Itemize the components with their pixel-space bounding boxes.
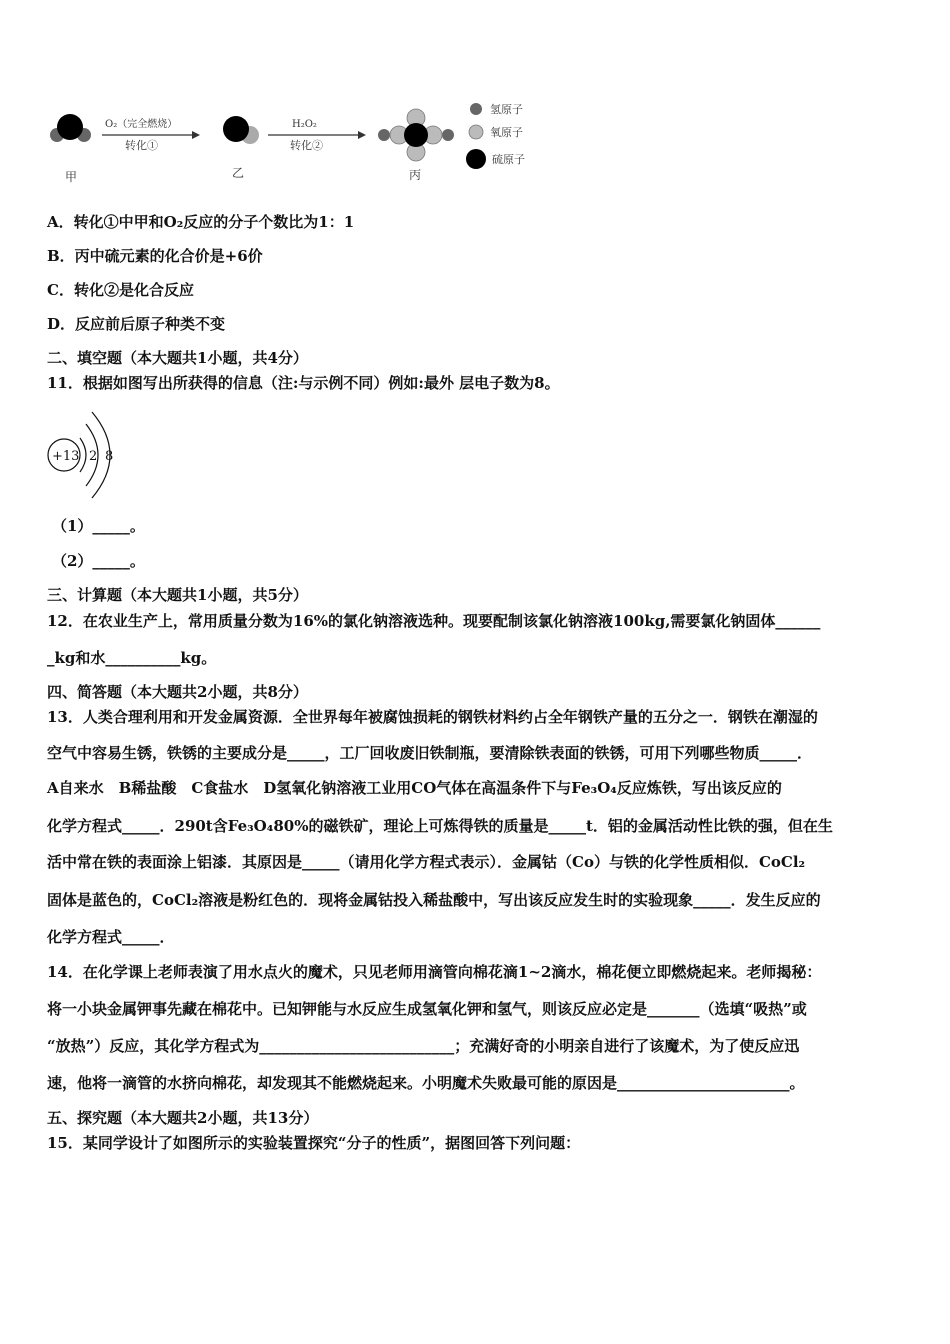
q10-option-c: C．转化②是化合反应 bbox=[47, 281, 194, 299]
q10-option-b: B．丙中硫元素的化合价是+6价 bbox=[47, 247, 263, 265]
question-15: 15．某同学设计了如图所示的实验装置探究“分子的性质”，据图回答下列问题： bbox=[47, 1134, 581, 1152]
legend-hydrogen: 氢原子 bbox=[490, 103, 523, 116]
atom-structure-diagram bbox=[44, 410, 134, 500]
q11-answer-2: （2）_____。 bbox=[52, 552, 145, 570]
question-13-line5: 活中常在铁的表面涂上铝漆．其原因是_____（请用化学方程式表示）．金属钴（Co）与铁的化学性质相似．CoCl₂ bbox=[47, 853, 806, 871]
shell-electrons-1: 2 bbox=[89, 449, 98, 464]
arrow2-bottom-label: 转化② bbox=[290, 139, 323, 152]
molecule-bing bbox=[378, 109, 454, 161]
molecule-yi bbox=[223, 116, 259, 144]
arrow1-bottom-label: 转化① bbox=[125, 139, 158, 152]
question-13-line7: 化学方程式_____． bbox=[47, 928, 175, 946]
label-yi: 乙 bbox=[232, 166, 245, 180]
molecule-jia bbox=[50, 114, 91, 142]
question-14-line2: 将一小块金属钾事先藏在棉花中。已知钾能与水反应生成氢氧化钾和氢气，则该反应必定是_______（选填“吸热”或 bbox=[47, 1000, 807, 1018]
q10-option-a: A．转化①中甲和O₂反应的分子个数比为1：1 bbox=[47, 213, 355, 231]
question-14-line3: “放热”）反应，其化学方程式为__________________________；充满好奇的小明亲自进行了该魔术，为了使反应迅 bbox=[47, 1037, 800, 1055]
label-bing: 丙 bbox=[409, 168, 422, 182]
question-14-line1: 14．在化学课上老师表演了用水点火的魔术，只见老师用滴管向棉花滴1~2滴水，棉花便立即燃烧起来。老师揭秘： bbox=[47, 963, 822, 981]
legend-sulfur: 硫原子 bbox=[492, 153, 525, 166]
section-heading-calculation: 三、计算题（本大题共1小题，共5分） bbox=[47, 586, 308, 604]
atom-legend bbox=[466, 102, 525, 169]
section-heading-short-answer: 四、简答题（本大题共2小题，共8分） bbox=[47, 683, 308, 701]
question-12-line2: _kg和水__________kg。 bbox=[47, 649, 217, 667]
nucleus-charge: +13 bbox=[52, 449, 80, 464]
q11-answer-1: （1）_____。 bbox=[52, 517, 145, 535]
question-13-line1: 13．人类合理利用和开发金属资源．全世界每年被腐蚀损耗的钢铁材料约占全年钢铁产量的五分之一．钢铁在潮湿的 bbox=[47, 708, 818, 726]
arrow-conversion-1 bbox=[102, 117, 200, 152]
section-heading-inquiry: 五、探究题（本大题共2小题，共13分） bbox=[47, 1109, 319, 1127]
question-12-line1: 12．在农业生产上，常用质量分数为16%的氯化钠溶液选种。现要配制该氯化钠溶液100kg,需要氯化钠固体______ bbox=[47, 612, 821, 630]
question-13-line2: 空气中容易生锈，铁锈的主要成分是_____，工厂回收废旧铁制瓶，要清除铁表面的铁锈，可用下列哪些物质_____． bbox=[47, 744, 813, 762]
question-13-line6: 固体是蓝色的，CoCl₂溶液是粉红色的．现将金属钴投入稀盐酸中，写出该反应发生时的实验现象_____．发生反应的 bbox=[47, 891, 821, 909]
q10-option-d: D．反应前后原子种类不变 bbox=[47, 315, 226, 333]
label-jia: 甲 bbox=[65, 170, 78, 184]
section-heading-fill-blank: 二、填空题（本大题共1小题，共4分） bbox=[47, 349, 308, 367]
question-13-line3: A自来水 B稀盐酸 C食盐水 D氢氧化钠溶液工业用CO气体在高温条件下与Fe₃O₄反应炼铁，写出该反应的 bbox=[47, 779, 782, 797]
arrow-conversion-2 bbox=[268, 119, 366, 152]
shell-arc-1 bbox=[80, 438, 86, 472]
legend-oxygen: 氧原子 bbox=[490, 126, 523, 139]
shell-electrons-2: 8 bbox=[105, 449, 114, 464]
question-13-line4: 化学方程式_____．290t含Fe₃O₄80%的磁铁矿，理论上可炼得铁的质量是_____t．铝的金属活动性比铁的强，但在生 bbox=[47, 817, 833, 835]
arrow2-top-label: H₂O₂ bbox=[292, 119, 317, 130]
molecule-reaction-figure bbox=[40, 95, 540, 190]
question-14-line4: 速，他将一滴管的水挤向棉花，却发现其不能燃烧起来。小明魔术失败最可能的原因是_______________________。 bbox=[47, 1074, 805, 1092]
question-11: 11．根据如图写出所获得的信息（注:与示例不同）例如:最外 层电子数为8。 bbox=[47, 374, 560, 392]
arrow1-top-label: O₂（完全燃烧） bbox=[105, 119, 178, 130]
